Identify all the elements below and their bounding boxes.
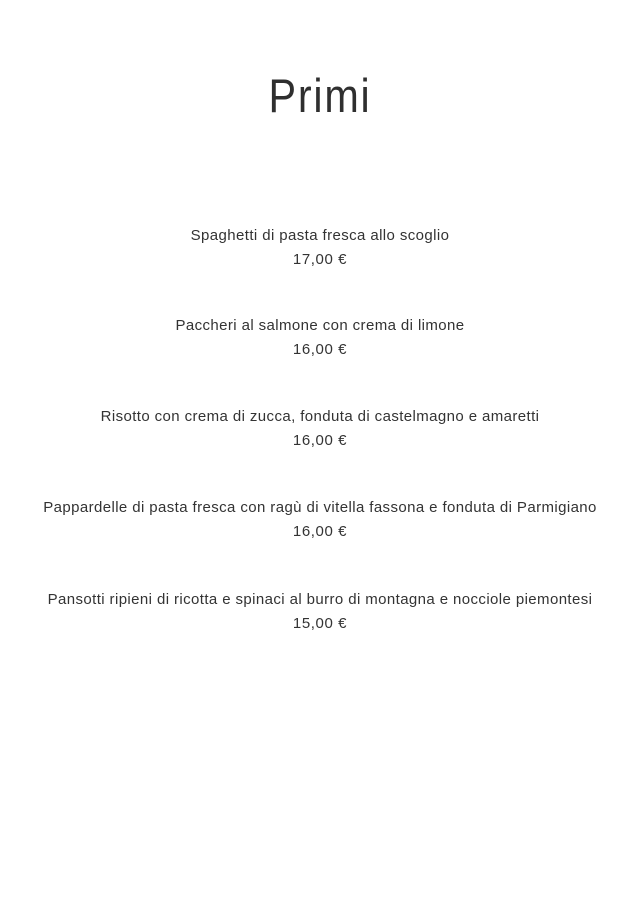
menu-item-name: Pappardelle di pasta fresca con ragù di vitella fassona e fonduta di Parmigiano [43,499,597,516]
menu-item-price: 16,00 € [292,341,348,358]
menu-item [0,405,640,453]
menu-item-price: 15,00 € [292,615,348,632]
menu-item [0,224,640,272]
menu-item [0,588,640,636]
menu-item-name: Paccheri al salmone con crema di limone [175,317,465,334]
menu-item-name: Risotto con crema di zucca, fonduta di castelmagno e amaretti [100,408,540,425]
menu-item-price: 16,00 € [292,432,348,449]
menu-item-name: Spaghetti di pasta fresca allo scoglio [190,227,450,244]
menu-item-price: 17,00 € [292,251,348,268]
menu-item-price: 16,00 € [292,523,348,540]
page-title: Primi [268,69,372,122]
menu-item [0,496,640,544]
menu-item-name: Pansotti ripieni di ricotta e spinaci al burro di montagna e nocciole piemontesi [47,591,593,608]
menu-item [0,314,640,362]
